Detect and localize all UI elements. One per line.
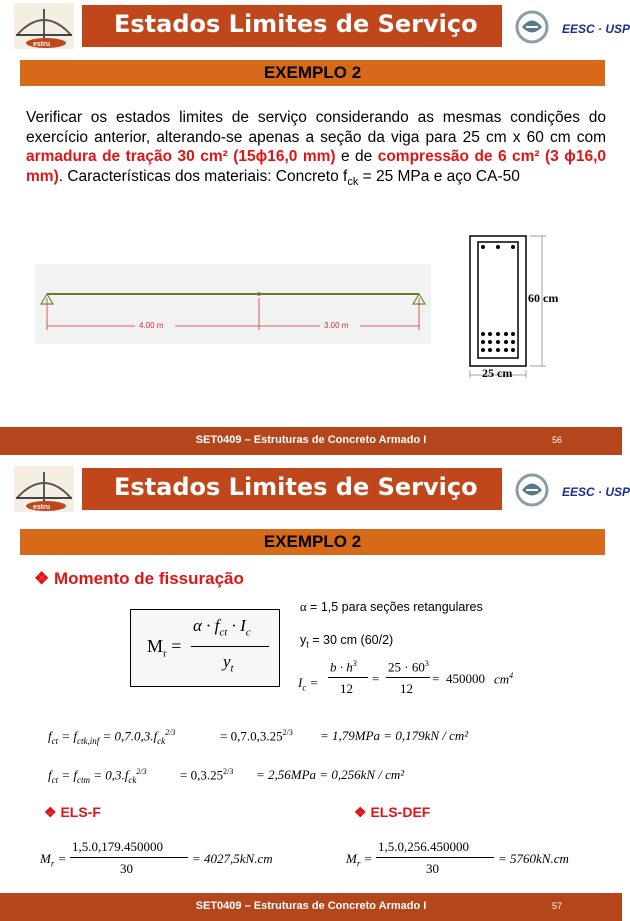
fct-result-1: = 1,79MPa = 0,179kN / cm² (320, 728, 469, 743)
page-number: 57 (552, 901, 563, 911)
example-banner (20, 60, 605, 86)
bridge-logo-icon (14, 3, 74, 49)
slide-57 (0, 463, 630, 921)
slide-header (0, 0, 630, 52)
heading-text: Momento de fissuração (53, 569, 244, 588)
yt-note-text: = 30 cm (60/2) (312, 633, 394, 647)
fraction-line (191, 646, 269, 647)
ic-formula: $I_c$ = $b \cdot h^3$ 12 = $25 \cdot 60^3$ 12 = 450000 $cm^4$ (298, 659, 514, 696)
diamond-bullet-icon: ❖ (34, 569, 50, 588)
els-def-heading (354, 804, 430, 821)
footer-course: SET0409 – Estruturas de Concreto Armado I (195, 434, 427, 446)
brand-label: EESC · USP (562, 485, 630, 499)
beam-diagram (35, 264, 431, 344)
fct-result-2: = 2,56MPa = 0,256kN / cm² (256, 767, 405, 782)
els-f-heading (44, 804, 101, 821)
page-title: Estados Limites de Serviço (114, 10, 478, 38)
footer (0, 427, 622, 455)
fct-line1-text: = 0,7.0,3.25 (220, 728, 283, 744)
brand-label: EESC · USP (562, 22, 630, 36)
slide-56 (0, 0, 630, 455)
statement-text-2: e de (335, 148, 378, 165)
mr-def-result: = 5760kN.cm (498, 851, 569, 866)
statement-text-4: = 25 MPa e aço CA-50 (358, 167, 520, 185)
diamond-bullet-icon: ❖ (44, 804, 57, 820)
mr-symbol: $M_r$ = (147, 636, 182, 660)
mr-numerator: $\alpha \cdot f_{ct} \cdot I_c$ (193, 616, 251, 639)
footer (0, 893, 622, 921)
beam-drawing (35, 264, 431, 344)
span1-label: 4.00 m (139, 321, 164, 330)
mr-formula-box (130, 609, 280, 687)
statement-text-1: Verificar os estados limites de serviço considerando as mesmas condições do exercício anterior, alterando-se apenas a seção da viga para 25 cm x 60 cm com (26, 109, 606, 146)
footer-course: SET0409 – Estruturas de Concreto Armado I (195, 900, 427, 912)
alpha-note-text: = 1,5 para seções retangulares (310, 600, 483, 614)
page-title: Estados Limites de Serviço (114, 473, 478, 501)
mr-f-numerator: 1,5.0,179.450000 (72, 839, 163, 854)
els-def-label: ELS-DEF (370, 804, 431, 820)
statement-text-3: . Características dos materiais: Concreto f (58, 167, 348, 185)
mr-def-numerator: 1,5.0,256.450000 (378, 839, 469, 854)
section-height-label: 60 cm (528, 291, 559, 305)
example-banner (20, 529, 605, 555)
compression-reinforcement-text: compressão de 6 cm² (3 ϕ16,0 mm) (26, 148, 607, 185)
mr-f-denominator: 30 (120, 861, 133, 876)
yt-note: $y_t = 30$ cm (60/2) (300, 633, 394, 650)
ic-result: 450000 (446, 671, 485, 686)
bridge-logo-icon (14, 466, 74, 512)
span2-label: 3.00 m (324, 321, 349, 330)
fct-formula-1: $f_{ct} = f_{ctk,inf} = 0,7.0,3.f_{ck}^{2/3}$ = $0,7.0,3.25^{2/3}$ = 1,79MPa = 0,179kN / cm² (48, 728, 469, 746)
problem-statement (26, 108, 606, 192)
tension-reinforcement-text: armadura de tração 30 cm² (15ϕ16,0 mm) (26, 148, 336, 165)
cross-section (466, 232, 578, 382)
section-width-label: 25 cm (482, 366, 513, 380)
mr-els-def-formula: $M_r$ = 1,5.0,256.450000 30 = 5760kN.cm (346, 839, 569, 876)
slide-header (0, 463, 630, 515)
svg-text:estru: estru (33, 504, 51, 511)
alpha-note: α = 1,5 para seções retangulares (300, 600, 483, 614)
mr-denominator: $y_t$ (223, 652, 234, 675)
example-title: EXEMPLO 2 (263, 532, 362, 551)
section-drawing (466, 232, 578, 382)
diamond-bullet-icon: ❖ (354, 804, 367, 820)
els-f-label: ELS-F (60, 804, 101, 820)
mr-els-f-formula: $M_r$ = 1,5.0,179.450000 30 = 4027,5kN.cm (40, 839, 273, 876)
mr-def-denominator: 30 (426, 861, 439, 876)
svg-text:estru: estru (33, 41, 51, 48)
fck-subscript: ck (347, 175, 359, 188)
example-title: EXEMPLO 2 (263, 63, 362, 82)
page-number: 56 (552, 435, 563, 445)
mr-f-result: = 4027,5kN.cm (192, 851, 273, 866)
fct-line2-text: = 0,3.25 (180, 767, 224, 783)
fct-formula-2: $f_{ct} = f_{ctm} = 0,3.f_{ck}^{2/3}$ = $0,3.25^{2/3}$ = 2,56MPa = 0,256kN / cm² (48, 767, 405, 785)
section-heading (34, 569, 244, 589)
